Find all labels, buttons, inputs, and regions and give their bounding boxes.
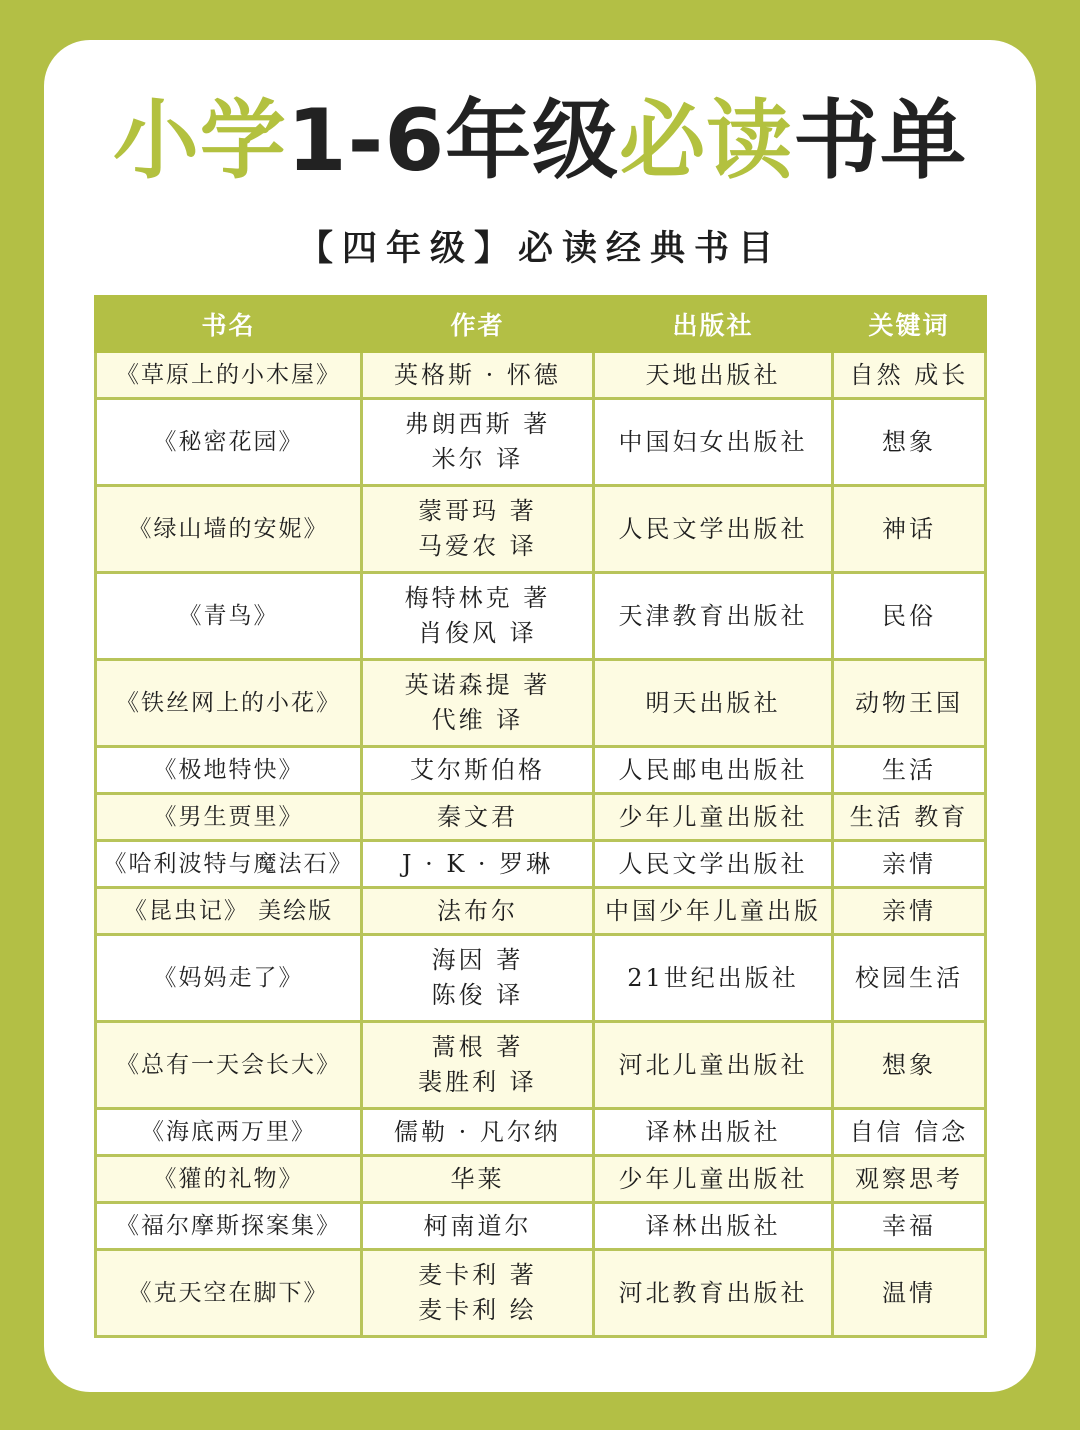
book-author: 华莱 xyxy=(362,1156,594,1203)
book-title: 《总有一天会长大》 xyxy=(96,1022,362,1109)
column-header-publisher: 出版社 xyxy=(594,297,833,352)
book-keyword: 幸福 xyxy=(833,1203,986,1250)
book-publisher: 人民文学出版社 xyxy=(594,841,833,888)
table-row xyxy=(96,1203,986,1250)
column-header-keyword: 关键词 xyxy=(833,297,986,352)
book-keyword: 生活 教育 xyxy=(833,794,986,841)
book-publisher: 明天出版社 xyxy=(594,660,833,747)
book-publisher: 天津教育出版社 xyxy=(594,573,833,660)
book-publisher: 21世纪出版社 xyxy=(594,935,833,1022)
book-keyword: 民俗 xyxy=(833,573,986,660)
title-part-2: 1-6年级 xyxy=(286,91,620,191)
book-title: 《男生贾里》 xyxy=(96,794,362,841)
book-publisher: 人民文学出版社 xyxy=(594,486,833,573)
table-row xyxy=(96,794,986,841)
book-title: 《哈利波特与魔法石》 xyxy=(96,841,362,888)
book-keyword: 自然 成长 xyxy=(833,352,986,399)
book-keyword: 亲情 xyxy=(833,888,986,935)
table-row xyxy=(96,573,986,660)
book-title: 《獾的礼物》 xyxy=(96,1156,362,1203)
book-list-table xyxy=(94,295,987,1338)
book-author: 艾尔斯伯格 xyxy=(362,747,594,794)
table-row xyxy=(96,841,986,888)
table-row xyxy=(96,1022,986,1109)
book-title: 《妈妈走了》 xyxy=(96,935,362,1022)
book-author: 英诺森提 著 代维 译 xyxy=(362,660,594,747)
book-keyword: 温情 xyxy=(833,1250,986,1337)
book-publisher: 人民邮电出版社 xyxy=(594,747,833,794)
table-row xyxy=(96,352,986,399)
book-publisher: 少年儿童出版社 xyxy=(594,794,833,841)
content-card xyxy=(44,40,1036,1392)
book-author: 儒勒 · 凡尔纳 xyxy=(362,1109,594,1156)
book-publisher: 译林出版社 xyxy=(594,1109,833,1156)
title-part-1: 小学 xyxy=(112,91,287,191)
page-title xyxy=(44,86,1036,196)
title-part-3: 必读 xyxy=(619,91,794,191)
table-row xyxy=(96,399,986,486)
book-publisher: 少年儿童出版社 xyxy=(594,1156,833,1203)
book-title: 《福尔摩斯探案集》 xyxy=(96,1203,362,1250)
book-title: 《秘密花园》 xyxy=(96,399,362,486)
book-keyword: 亲情 xyxy=(833,841,986,888)
book-publisher: 天地出版社 xyxy=(594,352,833,399)
book-author: 英格斯 · 怀德 xyxy=(362,352,594,399)
book-keyword: 观察思考 xyxy=(833,1156,986,1203)
book-keyword: 自信 信念 xyxy=(833,1109,986,1156)
book-title: 《草原上的小木屋》 xyxy=(96,352,362,399)
book-author: 海因 著 陈俊 译 xyxy=(362,935,594,1022)
title-part-4: 书单 xyxy=(793,91,968,191)
column-header-author: 作者 xyxy=(362,297,594,352)
book-publisher: 河北儿童出版社 xyxy=(594,1022,833,1109)
page-subtitle: 【四年级】必读经典书目 xyxy=(297,228,782,269)
table-row xyxy=(96,1156,986,1203)
book-author: 梅特林克 著 肖俊风 译 xyxy=(362,573,594,660)
book-author: 麦卡利 著 麦卡利 绘 xyxy=(362,1250,594,1337)
table-header-row xyxy=(96,297,986,352)
book-keyword: 生活 xyxy=(833,747,986,794)
book-keyword: 校园生活 xyxy=(833,935,986,1022)
book-author: 法布尔 xyxy=(362,888,594,935)
book-publisher: 中国少年儿童出版 xyxy=(594,888,833,935)
book-author: 蒿根 著 裴胜利 译 xyxy=(362,1022,594,1109)
book-author: J · K · 罗琳 xyxy=(362,841,594,888)
book-title: 《铁丝网上的小花》 xyxy=(96,660,362,747)
book-title: 《昆虫记》 美绘版 xyxy=(96,888,362,935)
table-row xyxy=(96,747,986,794)
book-title: 《克天空在脚下》 xyxy=(96,1250,362,1337)
book-author: 柯南道尔 xyxy=(362,1203,594,1250)
book-title: 《极地特快》 xyxy=(96,747,362,794)
book-author: 秦文君 xyxy=(362,794,594,841)
book-title: 《海底两万里》 xyxy=(96,1109,362,1156)
table-row xyxy=(96,660,986,747)
table-row xyxy=(96,1109,986,1156)
book-publisher: 中国妇女出版社 xyxy=(594,399,833,486)
column-header-title: 书名 xyxy=(96,297,362,352)
book-keyword: 神话 xyxy=(833,486,986,573)
book-author: 弗朗西斯 著 米尔 译 xyxy=(362,399,594,486)
book-keyword: 想象 xyxy=(833,1022,986,1109)
book-author: 蒙哥玛 著 马爱农 译 xyxy=(362,486,594,573)
book-title: 《绿山墙的安妮》 xyxy=(96,486,362,573)
book-title: 《青鸟》 xyxy=(96,573,362,660)
book-keyword: 想象 xyxy=(833,399,986,486)
table-row xyxy=(96,935,986,1022)
book-publisher: 河北教育出版社 xyxy=(594,1250,833,1337)
table-row xyxy=(96,888,986,935)
book-keyword: 动物王国 xyxy=(833,660,986,747)
book-publisher: 译林出版社 xyxy=(594,1203,833,1250)
table-row xyxy=(96,486,986,573)
table-row xyxy=(96,1250,986,1337)
